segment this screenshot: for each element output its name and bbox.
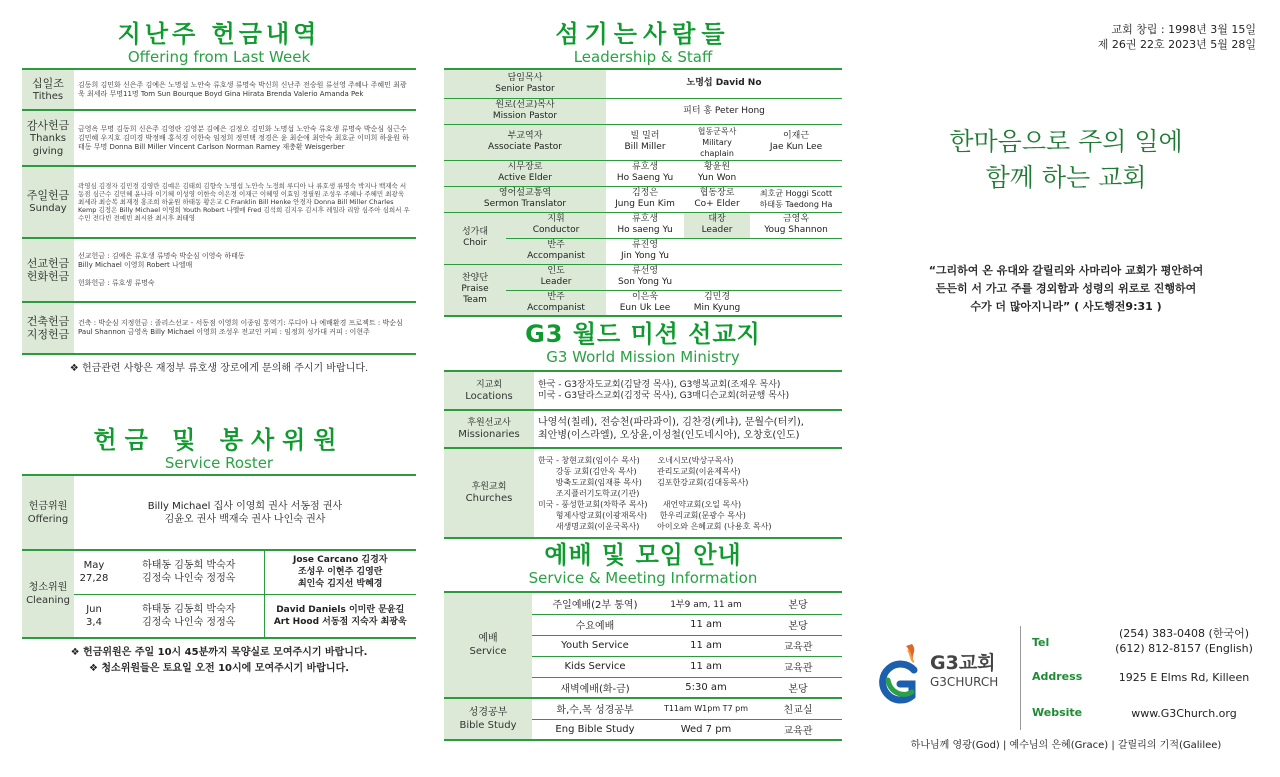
scripture-verse: “그리하여 온 유대와 갈릴리와 사마리아 교회가 평안하여 든든히 서 가고 주를 경외함과 성령의 위로로 진행하여 수가 더 많아지니라” ( 사도행전9:31 ) [928,264,1204,313]
leadership-table [444,70,842,317]
offering-volunteers: Billy Michael 집사 이영희 권사 서동점 권사 김윤오 권사 백재숙 권사 나인숙 권사 [74,476,416,550]
leadership-header [444,20,842,66]
roster-table [22,476,416,639]
row-label: 헌금위원 Offering [22,476,74,550]
table-row [22,550,416,594]
choir-label: 성가대 Choir [444,212,506,264]
table-row [22,70,416,110]
table-row [444,212,842,238]
g3-logo-icon [868,640,928,710]
leader-name: 금영옥 Youg Shannon [750,212,842,238]
row-label: 지교회 Locations [444,372,534,410]
row-label: 감사헌금 Thanks giving [22,110,74,166]
leadership-title-ko: 섬기는사람들 [555,20,731,48]
divider [1020,626,1021,730]
row-label: 성경공부 Bible Study [444,698,532,740]
address-row [1028,670,1268,688]
row-names: 선교헌금 : 김예은 류호생 류명숙 박순심 이영숙 하태동 Billy Michael 이영희 Robert 나엘매 헌화헌금 : 류호생 류명숙 [74,238,416,302]
logo-name-en: G3CHURCH [930,675,999,689]
left-column [22,0,416,674]
study-name: 화,수,목 성경공부 [532,698,658,719]
week-right: David Daniels 이미란 문윤길 Art Hood 서동점 지숙자 최광욱 [264,594,416,638]
accompanist-label: 반주 Accompanist [506,238,606,264]
offering-header [22,20,416,66]
service-time: 11 am [658,656,754,677]
row-label: 시무장로 Active Elder [444,160,606,186]
offering-table [22,70,416,355]
roster-header [22,426,416,472]
mission-header [444,320,842,366]
leadership-title-en: Leadership & Staff [573,48,713,66]
row-label: 부교역자 Associate Pastor [444,124,606,160]
service-name: 수요예배 [532,614,658,635]
translator: 김정은 Jung Eun Kim [606,186,684,212]
table-row [22,302,416,354]
study-place: 친교실 [754,698,842,719]
table-row [444,124,842,160]
service-time: 11 am [658,635,754,656]
associate-1: 빌 밀러 Bill Miller [606,124,684,160]
praise-leader-name: 류선영 Son Yong Yu [606,264,684,290]
co-elder-label: 협동장로 Co+ Elder [684,186,750,212]
row-label: 후원선교사 Missionaries [444,410,534,448]
middle-column [444,0,842,741]
empty [684,264,842,290]
church-tagline: 하나님께 영광(God) | 예수님의 은혜(Grace) | 갈릴리의 기적(Galilee) [910,740,1222,751]
leader-label: 대장 Leader [684,212,750,238]
elder-2: 황윤원 Yun Won [684,160,750,186]
services-table [444,593,842,741]
week-left: 하태동 김동희 박숙자 김정숙 나인숙 정정옥 [114,550,264,594]
website-label: Website [1032,706,1083,719]
offering-title-ko: 지난주 헌금내역 [117,20,321,48]
roster-note-1: ❖ 헌금위원은 주일 10시 45분까지 목양실로 모여주시기 바랍니다. [70,647,368,658]
table-row [444,264,842,290]
service-place: 교육관 [754,656,842,677]
church-slogan: 한마음으로 주의 일에 함께 하는 교회 [949,127,1183,192]
row-label: 후원교회 Churches [444,448,534,538]
row-label: 담임목사 Senior Pastor [444,70,606,98]
row-names: 금영옥 무명 김동희 신은주 김영란 김영분 김예은 김정오 김민화 노명섭 노안숙 류호생 류명숙 박순심 심근수 김민혜 우지호 김미경 박정배 홍석경 이한숙 임정희 정연택 정경은 윤 최순애 최안숙 최호균 이미희 하윤원 하태동 무명 Donna Bill Miller Vincent Carlson Norman Ramey 재충환 Weisgerber [74,110,416,166]
week-left: 하태동 김동희 박숙자 김정숙 나인숙 정정옥 [114,594,264,638]
website-link[interactable]: www.G3Church.org [1131,707,1237,720]
table-row [444,698,842,719]
week-right: Jose Carcano 김경자 조성우 이현주 김영란 최인숙 김지선 박혜경 [264,550,416,594]
mission-title-ko: G3 월드 미션 선교지 [525,320,761,348]
conductor-label: 지휘 Conductor [506,212,606,238]
row-label: 건축헌금 지정헌금 [22,302,74,354]
row-label: 십일조 Tithes [22,70,74,110]
service-time: 1부9 am, 11 am [658,593,754,614]
table-row [444,160,842,186]
study-place: 교육관 [754,719,842,740]
study-time: T11am W1pm T7 pm [658,698,754,719]
co-elders: 최호균 Hoggi Scott 하태동 Taedong Ha [750,186,842,212]
cover-column [862,0,1270,777]
empty [750,160,842,186]
missionaries-list: 나영석(칠레), 전승천(파라과이), 김찬경(케냐), 문월수(터키), 최안병(이스라엘), 오상윤,이성철(인도네시아), 오창호(인도) [534,410,842,448]
elder-1: 류호생 Ho Saeng Yu [606,160,684,186]
mission-title-en: G3 World Mission Ministry [546,348,740,366]
row-label: 주일헌금 Sunday [22,166,74,238]
website-row [1028,706,1268,724]
tel-row [1028,626,1268,662]
row-label: 청소위원 Cleaning [22,550,74,638]
table-row [22,476,416,550]
praise-leader-label: 인도 Leader [506,264,606,290]
service-time: 5:30 am [658,677,754,698]
table-row [444,593,842,614]
praise-accompanist-label: 반주 Accompanist [506,290,606,316]
week-date: Jun 3,4 [74,594,114,638]
empty [684,238,842,264]
logo-text [930,652,998,690]
table-row [444,70,842,98]
associate-3: 이재근 Jae Kun Lee [750,124,842,160]
senior-pastor-name: 노명섭 David No [606,70,842,98]
founded-date: 교회 창립 : 1998년 3월 15일 [1111,23,1256,36]
roster-title-en: Service Roster [164,454,274,472]
service-place: 본당 [754,677,842,698]
praise-label: 찬양단 Praise Team [444,264,506,316]
conductor-name: 류호생 Ho saeng Yu [606,212,684,238]
row-label: 원로(선교)목사 Mission Pastor [444,98,606,124]
services-header [444,541,842,587]
praise-accompanist-2: 김민경 Min Kyung [684,290,750,316]
services-title-ko: 예배 및 모임 안내 [544,541,742,569]
address-label: Address [1032,670,1083,683]
tel-label: Tel [1032,636,1050,649]
table-row [22,166,416,238]
service-place: 본당 [754,593,842,614]
offering-note: ❖ 헌금관련 사항은 재정부 류호생 장로에게 문의해 주시기 바랍니다. [69,363,369,374]
row-names: 곽영심 김경자 김민경 김영란 김예은 김태희 김향숙 노명섭 노안숙 노정희 루디아 나 류호생 류명숙 박지나 백재숙 서동점 심근수 김민혜 윤나라 이기혜 이성영 이한숙 이은경 이재근 이혜영 이효임 정필원 조성우 주혜나 주혜민 최광욱 최세라 최승복 최재경 홍조희 하윤원 하태동 황은교 C Franklin Bill Henke 안경자 Donna Bill Miller Charles Kemp 김정은 Billy Michael 이영희 Youth Robert 나엘매 Fred 김석희 김지우 김시후 레일라 리암 심주아 심희서 우수민 전다빈 전예빈 최시완 최시후 최태영 [74,166,416,238]
address-value: 1925 E Elms Rd, Killeen [1118,671,1250,684]
row-label: 선교헌금 헌화헌금 [22,238,74,302]
accompanist-name: 류진영 Jin Yong Yu [606,238,684,264]
service-name: Youth Service [532,635,658,656]
row-names: 김동희 김민화 신은주 김예은 노명섭 노안숙 류호생 류명숙 박신희 신난주 전승원 류선영 주혜나 주혜민 최광욱 최세라 무명11명 Tom Sun Bourque Boyd Gina Hirata Brenda Valerio Amanda Pek [74,70,416,110]
roster-title-ko: 헌금 및 봉사위원 [93,426,345,454]
offering-title-en: Offering from Last Week [127,48,311,66]
tel-numbers[interactable]: (254) 383-0408 (한국어) (612) 812-8157 (English) [1115,627,1253,655]
table-row [444,98,842,124]
service-place: 본당 [754,614,842,635]
praise-accompanist-1: 이은욱 Eun Uk Lee [606,290,684,316]
mission-pastor-name: 피터 홍 Peter Hong [606,98,842,124]
table-row [444,448,842,538]
table-row [22,594,416,638]
service-name: Kids Service [532,656,658,677]
roster-note-2: ❖ 청소위원들은 토요일 오전 10시에 모여주시기 바랍니다. [88,663,350,674]
empty [750,290,842,316]
associate-2: 협동군목사 Military chaplain [684,124,750,160]
row-label: 영어설교통역 Sermon Translator [444,186,606,212]
table-row [22,110,416,166]
locations-list: 한국 - G3장자도교회(김달경 목사), G3행복교회(조재우 목사) 미국 - G3달라스교회(김정국 목사), G3매디슨교회(허균행 목사) [534,372,842,410]
table-row [444,372,842,410]
table-row [444,186,842,212]
study-name: Eng Bible Study [532,719,658,740]
services-title-en: Service & Meeting Information [528,569,758,587]
issue-info [1098,22,1256,52]
study-time: Wed 7 pm [658,719,754,740]
logo-name-ko: G3교회 [930,652,996,674]
service-place: 교육관 [754,635,842,656]
service-name: 새벽예배(화-금) [532,677,658,698]
issue-date: 제 26권 22호 2023년 5월 28일 [1097,38,1256,51]
church-logo [868,640,1023,720]
churches-list: 한국 - 창현교회(임이수 목사) 오네시모(박상구목사) 강동 교회(김안옥 목사) 관리도교회(이윤제목사) 방축도교회(임재룡 목사) 김포한강교회(김대동목사) 조지플러기도학교(기관) 미국 - 풍성한교회(차학주 목사) 새언약교회(오일 목사) 형제사랑교회(이광재목사) 한우리교회(문광수 목사) 새생명교회(이운국목사) 아이오와 은혜교회 (나용호 목사) [534,448,842,538]
table-row [444,410,842,448]
row-names: 건축 : 박순심 지정헌금 : 졸리스선교 - 서동점 이영희 이종임 통역기: 루디아 나 예배환경 프로젝트 : 박순심 Paul Shannon 금영옥 Billy Michael 이영희 조성우 전교인 커피 : 임정희 성가대 커피 : 이현주 [74,302,416,354]
row-label: 예배 Service [444,593,532,698]
table-row [22,238,416,302]
week-date: May 27,28 [74,550,114,594]
mission-table [444,372,842,539]
service-time: 11 am [658,614,754,635]
service-name: 주일예배(2부 통역) [532,593,658,614]
